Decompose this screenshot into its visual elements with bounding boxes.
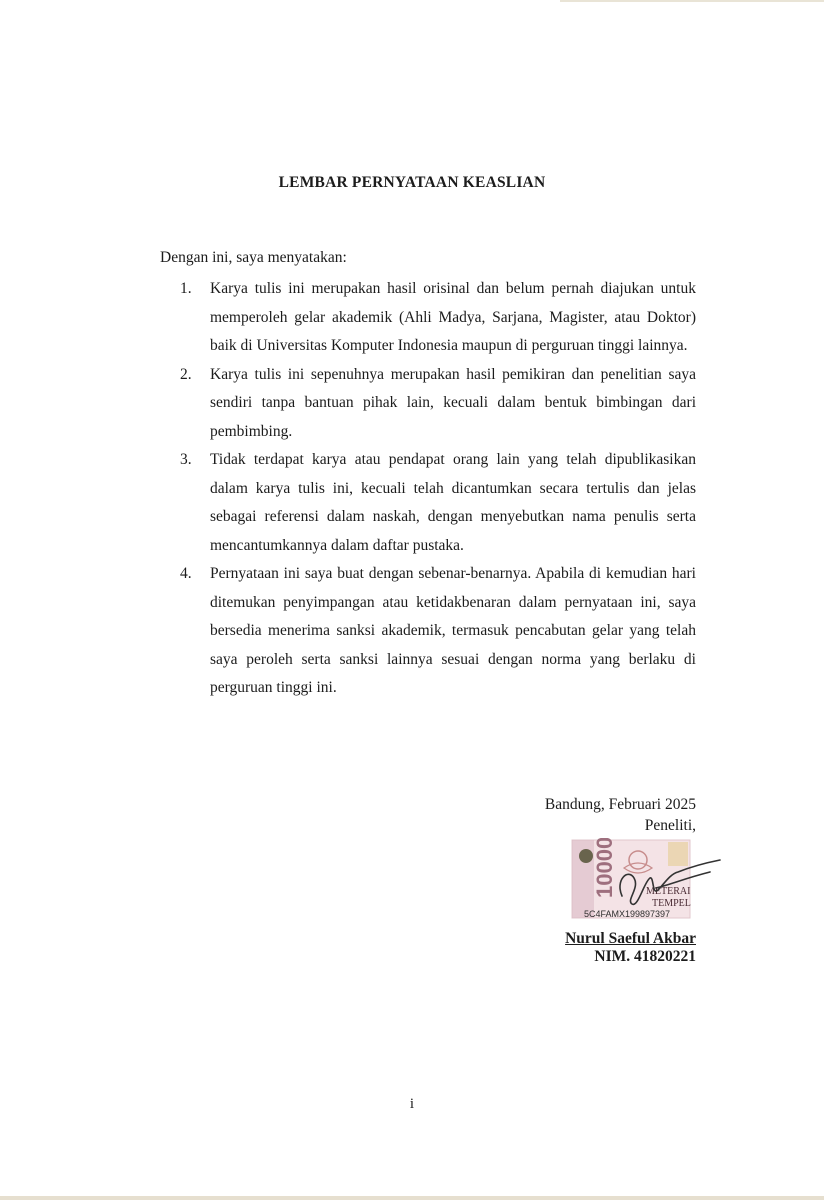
signature-block — [376, 794, 696, 836]
stamp-label-bottom: TEMPEL — [652, 898, 691, 909]
stamp-graphic — [560, 838, 730, 928]
statement-text: Pernyataan ini saya buat dengan sebenar-benarnya. Apabila di kemudian hari ditemukan penyimpangan atau ketidakbenaran dalam pernyataan ini, saya bersedia menerima sanksi akademik, termasuk pencabutan gelar yang telah saya peroleh serta sanksi lainnya sesuai dengan norma yang berlaku di perguruan tinggi ini. — [210, 565, 696, 696]
statement-number: 3. — [180, 451, 192, 468]
place-date: Bandung, Februari 2025 — [544, 796, 696, 813]
stamp-value: 10000 — [592, 838, 617, 898]
duty-stamp — [560, 838, 730, 928]
stamp-hologram — [668, 842, 688, 866]
statement-number: 4. — [180, 565, 192, 582]
signer-role: Peneliti, — [644, 817, 696, 834]
stamp-label-top: METERAI — [646, 886, 691, 897]
signer-name: Nurul Saeful Akbar — [565, 930, 696, 947]
statement-text: Tidak terdapat karya atau pendapat orang lain yang telah dipublikasikan dalam karya tulis ini, kecuali telah dicantumkan secara tertulis dan jelas sebagai referensi dalam naskah, dengan menyebutkan nama penulis serta mencantumkannya dalam daftar pustaka. — [210, 451, 696, 554]
document-title: LEMBAR PERNYATAAN KEASLIAN — [278, 174, 546, 191]
statement-item — [180, 560, 696, 703]
scan-edge-top — [560, 0, 824, 2]
statement-text: Karya tulis ini merupakan hasil orisinal dan belum pernah diajukan untuk memperoleh gelar akademik (Ahli Madya, Sarjana, Magister, atau Doktor) baik di Universitas Komputer Indonesia maupun di perguruan tinggi lainnya. — [210, 280, 696, 354]
stamp-serial: 5C4FAMX199897397 — [584, 909, 671, 919]
stamp-seal-icon — [579, 849, 593, 863]
signer-nim: NIM. 41820221 — [594, 948, 696, 965]
statement-item — [180, 361, 696, 447]
statement-number: 2. — [180, 365, 192, 383]
statement-item — [180, 446, 696, 560]
intro-text: Dengan ini, saya menyatakan: — [160, 249, 347, 266]
page-number: i — [409, 1096, 415, 1112]
statement-text: Karya tulis ini sepenuhnya merupakan hasil pemikiran dan penelitian saya sendiri tanpa bantuan pihak lain, kecuali dalam bentuk bimbingan dari pembimbing. — [210, 365, 696, 440]
scan-edge-bottom — [0, 1196, 824, 1200]
statement-number: 1. — [180, 280, 192, 297]
statement-item — [180, 275, 696, 361]
statement-list — [180, 275, 696, 703]
